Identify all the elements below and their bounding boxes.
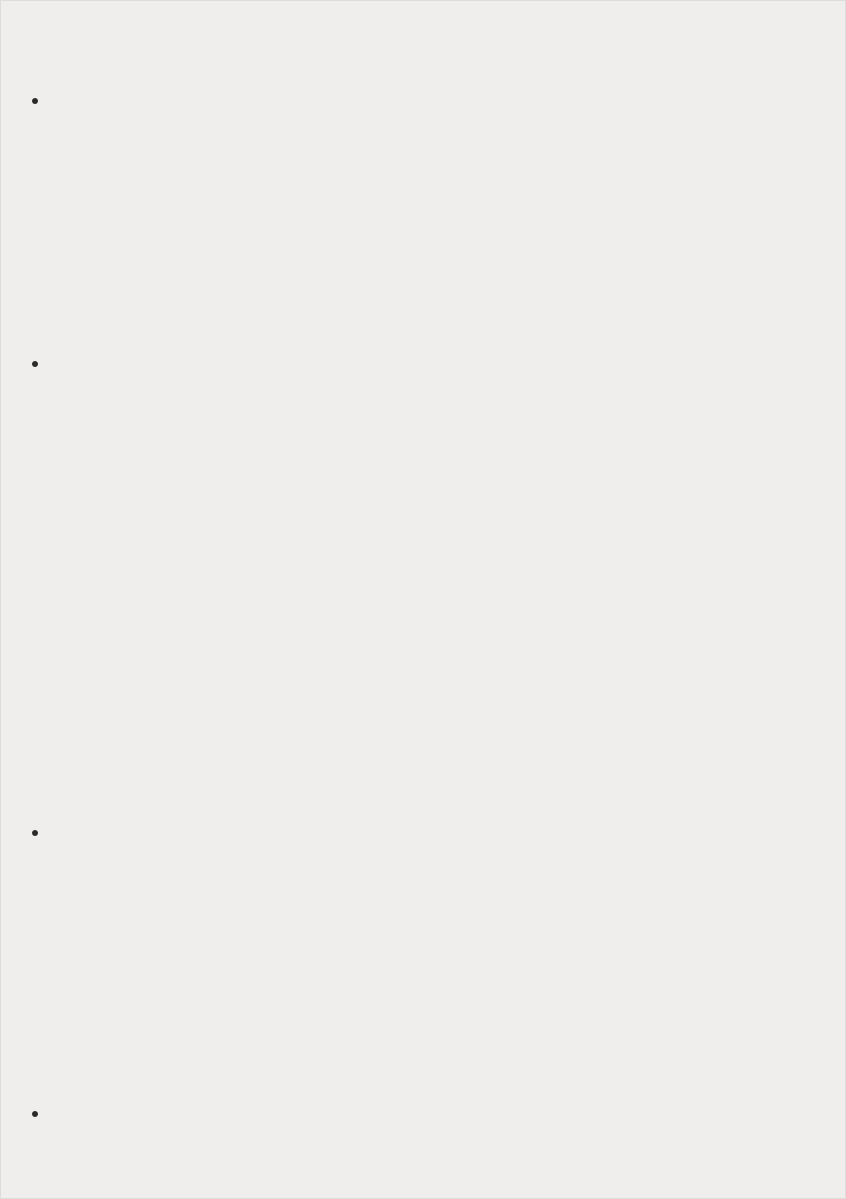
punch-hole-icon: [32, 98, 38, 104]
punch-hole-icon: [32, 1111, 38, 1117]
punch-hole-icon: [32, 361, 38, 367]
punch-hole-icon: [32, 830, 38, 836]
